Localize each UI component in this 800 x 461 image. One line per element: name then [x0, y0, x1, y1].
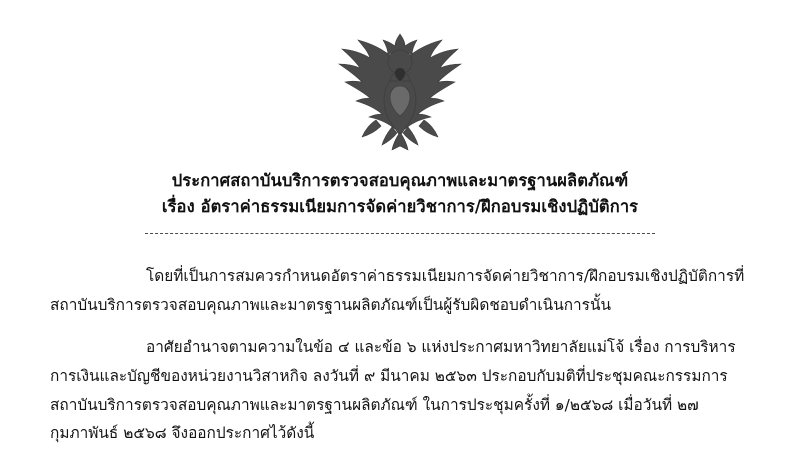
heading-divider	[145, 233, 655, 235]
heading-line-2: เรื่อง อัตราค่าธรรมเนียมการจัดค่ายวิชาการ/ฝึกอบรมเชิงปฏิบัติการ	[161, 197, 639, 217]
document-heading	[0, 168, 800, 220]
paragraph-1-text: โดยที่เป็นการสมควรกำหนดอัตราค่าธรรมเนียมการจัดค่ายวิชาการ/ฝึกอบรมเชิงปฏิบัติการที่สถาบันบริการตรวจสอบคุณภาพและมาตรฐานผลิตภัณฑ์เป็นผู้รับผิดชอบดำเนินการนั้น	[50, 267, 745, 314]
paragraph-1	[50, 262, 756, 319]
heading-line-1: ประกาศสถาบันบริการตรวจสอบคุณภาพและมาตรฐานผลิตภัณฑ์	[171, 171, 629, 190]
document-body	[50, 262, 756, 448]
paragraph-2	[50, 333, 756, 448]
garuda-emblem-icon	[336, 28, 464, 152]
paragraph-2-text: อาศัยอำนาจตามความในข้อ ๔ และข้อ ๖ แห่งประกาศมหาวิทยาลัยแม่โจ้ เรื่อง การบริหารการเงินและบัญชีของหน่วยงานวิสาหกิจ ลงวันที่ ๙ มีนาคม ๒๕๖๓ ประกอบกับมติที่ประชุมคณะกรรมการสถาบันบริการตรวจสอบคุณภาพและมาตรฐานผลิตภัณฑ์ ในการประชุมครั้งที่ ๑/๒๕๖๘ เมื่อวันที่ ๒๗ กุมภาพันธ์ ๒๕๖๘ จึงออกประกาศไว้ดังนี้	[50, 338, 736, 443]
emblem-container	[0, 28, 800, 152]
